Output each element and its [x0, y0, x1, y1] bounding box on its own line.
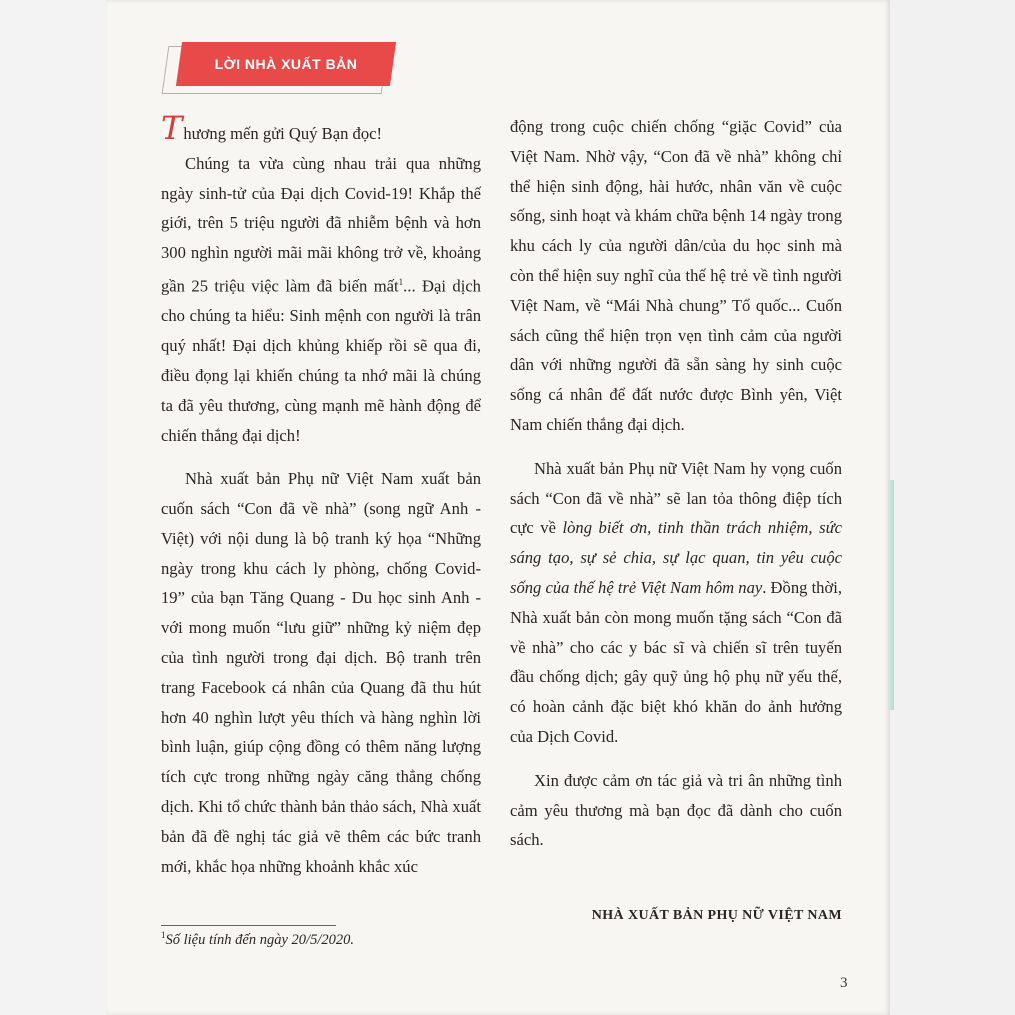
footnote-text: Số liệu tính đến ngày 20/5/2020.	[165, 931, 354, 948]
page-edge-accent	[888, 480, 894, 710]
right-background	[890, 0, 1015, 1015]
publisher-signature: NHÀ XUẤT BẢN PHỤ NỮ VIỆT NAM	[591, 908, 842, 923]
paragraph-3-italic: lòng biết ơn, tinh thần trách nhiệm, sức sáng tạo, sự sẻ chia, sự lạc quan, tin yêu cuộc sống của thế hệ trẻ Việt Nam hôm nay	[510, 518, 842, 597]
paragraph-1-text: Chúng ta vừa cùng nhau trải qua những ngày sinh-tử của Đại dịch Covid-19! Khắp thế giới, trên 5 triệu người đã nhiễm bệnh và hơn 300 nghìn người mãi mãi không trở về, khoảng gần 25 triệu việc làm đã biến mất	[161, 153, 481, 296]
paragraph-2: Nhà xuất bản Phụ nữ Việt Nam xuất bản cuốn sách “Con đã về nhà” (song ngữ Anh - Việt) với nội dung là bộ tranh ký họa “Những ngày trong khu cách ly phòng, chống Covid-19” của bạn Tăng Quang - Du học sinh Anh - với mong muốn “lưu giữ” những kỷ niệm đẹp của tình người trong đại dịch. Bộ tranh trên trang Facebook cá nhân của Quang đã thu hút hơn 40 nghìn lượt yêu thích và hàng nghìn lời bình luận, giúp cộng đồng có thêm năng lượng tích cực trong những ngày căng thẳng chống dịch. Khi tổ chức thành bản thảo sách, Nhà xuất bản đã đề nghị tác giả vẽ thêm các bức tranh mới, khắc họa những khoảnh khắc xúc	[161, 469, 481, 876]
left-background	[0, 0, 106, 1015]
paragraph-1-rest: ... Đại dịch cho chúng ta hiểu: Sinh mệnh con người là trân quý nhất! Đại dịch khủng khiếp rồi sẽ qua đi, điều đọng lại khiến chúng ta nhớ mãi là chúng ta đã yêu thương, cùng mạnh mẽ hành động để chiến thắng đại dịch!	[161, 276, 481, 445]
greeting-text: hương mến gửi Quý Bạn đọc!	[183, 124, 383, 143]
page-heading: LỜI NHÀ XUẤT BẢN	[214, 56, 358, 72]
footnote-ref: 1	[398, 276, 404, 287]
page-number: 3	[840, 975, 848, 991]
footnote-mark: 1	[161, 930, 166, 940]
footnote	[161, 930, 481, 949]
paragraph-1	[161, 149, 481, 451]
heading-banner	[165, 42, 400, 98]
paragraph-3-end: . Đồng thời, Nhà xuất bản còn mong muốn tặng sách “Con đã về nhà” cho các y bác sĩ và chiến sĩ trên tuyến đầu chống dịch; gây quỹ ủng hộ phụ nữ yếu thế, có hoàn cảnh đặc biệt khó khăn do ảnh hưởng của Dịch Covid.	[510, 577, 843, 746]
right-column	[510, 112, 842, 855]
paragraph-2-continued: động trong cuộc chiến chống “giặc Covid” của Việt Nam. Nhờ vậy, “Con đã về nhà” không chỉ thể hiện sinh động, hài hước, nhân văn về cuộc sống, sinh hoạt và khám chữa bệnh 14 ngày trong khu cách ly của người dân/của du học sinh mà còn thể hiện suy nghĩ của thế hệ trẻ về tình người Việt Nam, về “Mái Nhà chung” Tổ quốc... Cuốn sách cũng thể hiện trọn vẹn tình cảm của người dân với những người đã sẵn sàng hy sinh cuộc sống cá nhân để đất nước được Bình yên, Việt Nam chiến thắng đại dịch.	[510, 117, 842, 434]
paragraph-3	[510, 454, 842, 752]
drop-cap: T	[161, 109, 183, 147]
left-column	[161, 109, 481, 881]
greeting-line	[161, 109, 481, 149]
paragraph-3-start: Nhà xuất bản Phụ nữ Việt Nam hy vọng cuốn sách “Con đã về nhà” sẽ lan tỏa thông điệp tích cực về	[510, 458, 842, 538]
footnote-divider	[161, 925, 336, 926]
paragraph-4: Xin được cảm ơn tác giả và tri ân những tình cảm yêu thương mà bạn đọc đã dành cho cuốn sách.	[510, 770, 842, 850]
